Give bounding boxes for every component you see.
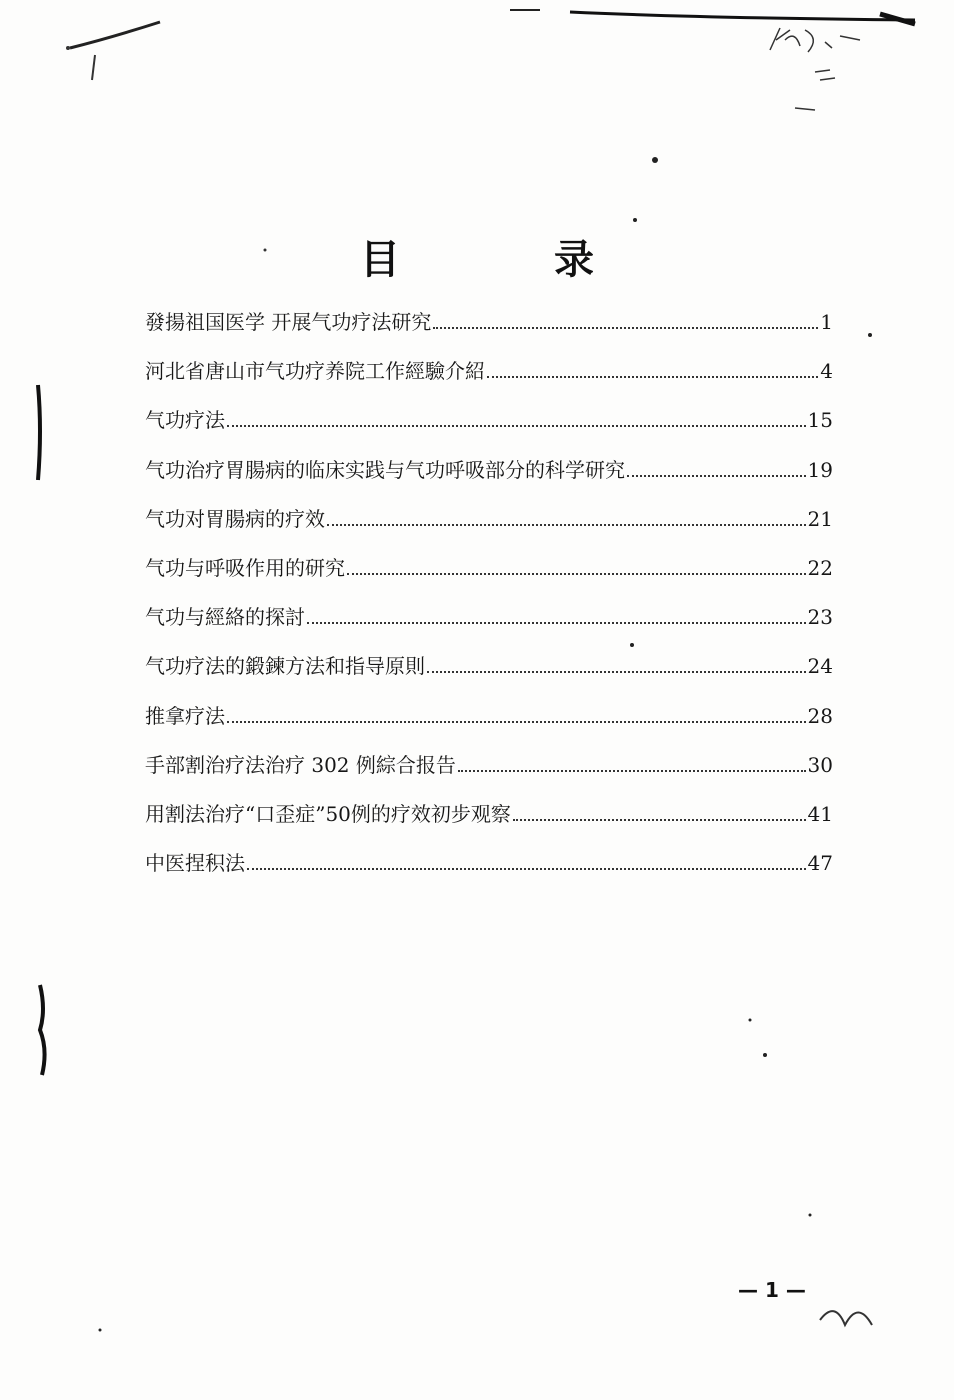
- toc-entry: [145, 446, 833, 495]
- toc-entry-title: 推拿疗法: [145, 703, 225, 728]
- scan-mark: [749, 1019, 752, 1022]
- scan-mark: [633, 218, 637, 222]
- scan-mark: [99, 1329, 102, 1332]
- toc-leader-dots: [458, 770, 806, 772]
- toc-entry-page: 30: [807, 752, 833, 777]
- toc-entry-title: 气功与經絡的探討: [145, 605, 305, 630]
- toc-entry: [145, 692, 833, 741]
- toc-entry-page: 1: [820, 310, 833, 334]
- toc-entry: [145, 495, 833, 544]
- toc-entry-page: 21: [807, 506, 833, 531]
- scan-mark: [763, 1053, 767, 1057]
- toc-entry-page: 22: [807, 555, 833, 580]
- toc-entry-page: 41: [807, 801, 833, 826]
- toc-entry-title: 气功疗法: [145, 408, 225, 433]
- handwritten-note-drawing: [770, 28, 860, 110]
- toc-entry: [145, 642, 833, 691]
- toc-leader-dots: [247, 868, 806, 870]
- toc-entry: [145, 839, 833, 888]
- scan-mark: [66, 46, 70, 50]
- scan-mark: [652, 157, 658, 163]
- toc-leader-dots: [427, 671, 806, 673]
- toc-entry-page: 24: [807, 654, 833, 679]
- toc-leader-dots: [513, 819, 806, 821]
- toc-entry-page: 19: [807, 457, 833, 482]
- page-number: — 1 —: [738, 1278, 806, 1302]
- toc-entry: [145, 741, 833, 790]
- toc-entry-page: 47: [807, 851, 833, 876]
- toc-entry-page: 4: [820, 359, 833, 384]
- scan-mark: [868, 333, 872, 337]
- scan-mark: [570, 12, 915, 20]
- toc-leader-dots: [487, 376, 818, 378]
- scan-mark: [70, 22, 160, 48]
- toc-entry: [145, 790, 833, 839]
- toc-entry-title: 河北省唐山市气功疗养院工作經驗介紹: [145, 359, 485, 384]
- toc-leader-dots: [627, 475, 806, 477]
- toc-leader-dots: [227, 721, 806, 723]
- scan-mark: [92, 55, 95, 80]
- scan-mark: [809, 1214, 812, 1217]
- toc-leader-dots: [347, 573, 806, 575]
- toc-entry-title: 气功疗法的鍛鍊方法和指导原則: [145, 654, 425, 679]
- toc-entry: [145, 347, 833, 396]
- toc-entry-page: 15: [807, 408, 833, 433]
- toc-entry-title: 中医捏积法: [145, 851, 245, 876]
- toc-entry-title: 手部割治疗法治疗 302 例綜合报告: [145, 752, 456, 777]
- handwritten-scribble: [820, 1311, 872, 1325]
- toc-entry-title: 气功对胃腸病的疗效: [145, 506, 325, 531]
- toc-entry: [145, 593, 833, 642]
- toc-leader-dots: [327, 524, 806, 526]
- binding-mark: [38, 385, 40, 480]
- binding-mark: [40, 985, 45, 1075]
- page-title: 目 录: [360, 236, 664, 283]
- toc-entry-title: 發揚祖国医学 开展气功疗法研究: [145, 310, 432, 334]
- toc-entry-title: 用割法治疗“口歪症”50例的疗效初步观察: [145, 801, 511, 826]
- toc-entry-page: 23: [807, 605, 833, 630]
- toc-leader-dots: [227, 425, 806, 427]
- toc-leader-dots: [307, 622, 806, 624]
- toc-leader-dots: [433, 327, 818, 329]
- toc-entry: [145, 544, 833, 593]
- toc-entry: [145, 396, 833, 445]
- toc-entry: [145, 298, 833, 347]
- toc-entry-page: 28: [807, 703, 833, 728]
- toc-entry-title: 气功治疗胃腸病的临床实践与气功呼吸部分的科学研究: [145, 457, 625, 482]
- toc-entry-title: 气功与呼吸作用的研究: [145, 555, 345, 580]
- table-of-contents: [145, 298, 833, 888]
